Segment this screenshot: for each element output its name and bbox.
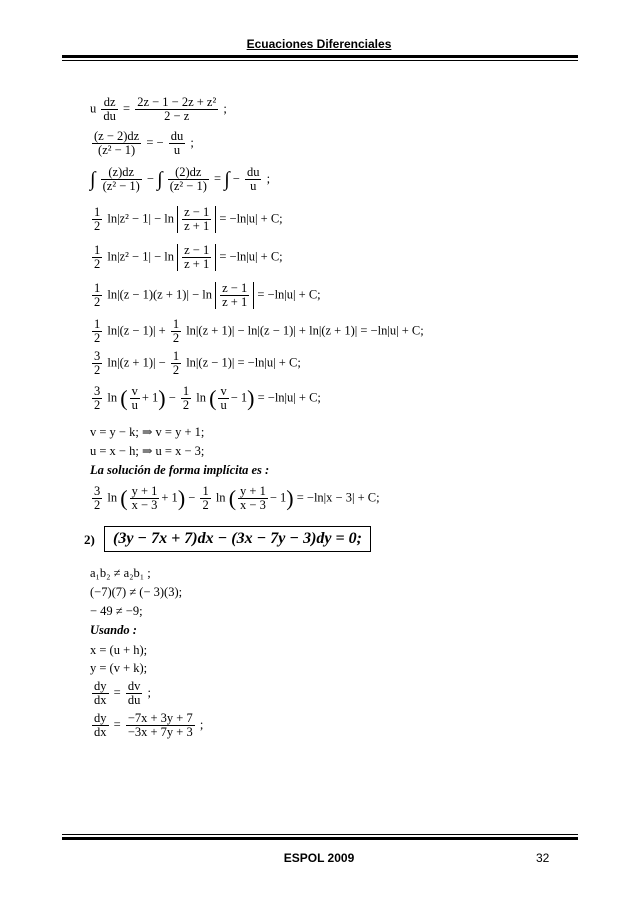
fraction — [126, 712, 195, 739]
eq-line-7 — [90, 318, 424, 345]
fraction — [130, 385, 140, 412]
eq-text: ln — [215, 490, 226, 505]
eq-text: ; — [266, 171, 271, 186]
eq-text: = −ln|x − 3| + C; — [296, 490, 380, 505]
section-label-usando: Usando : — [90, 623, 137, 637]
eq-text: ln — [196, 390, 206, 405]
eq-text: + 1 — [161, 490, 178, 505]
eq-line-6 — [90, 282, 321, 309]
denominator: z + 1 — [184, 219, 210, 233]
fraction — [92, 712, 109, 739]
eq-text: + 1 — [141, 390, 159, 405]
numerator: 3 — [94, 384, 101, 398]
header-rule — [62, 55, 578, 58]
denominator: −3x + 7y + 3 — [127, 725, 193, 739]
header-title: Ecuaciones Diferenciales — [246, 37, 392, 51]
eq-text: ln|(z − 1)(z + 1)| − ln — [107, 287, 212, 302]
numerator: y + 1 — [131, 484, 158, 498]
eq-line-15: (−7)(7) ≠ (− 3)(3); — [90, 585, 183, 599]
fraction — [92, 130, 141, 157]
fraction — [126, 680, 143, 707]
denominator: 2 — [94, 257, 101, 271]
integral-sign: ∫ — [224, 168, 230, 191]
denominator: 2 — [182, 398, 190, 412]
numerator: du — [246, 165, 260, 179]
numerator: (2)dz — [168, 166, 209, 180]
denominator: u — [131, 398, 138, 412]
eq-text: = − — [146, 135, 164, 150]
eq-text: ln|z² − 1| − ln — [107, 249, 174, 264]
denominator: x − 3 — [240, 498, 266, 512]
eq-line-18: x = (u + h); — [90, 643, 148, 657]
fraction — [245, 166, 262, 193]
fraction-half — [171, 350, 181, 377]
denominator: 2 — [172, 331, 180, 345]
eq-line-3 — [90, 166, 270, 193]
eq-sign: = — [113, 685, 121, 700]
denominator: z + 1 — [184, 257, 210, 271]
numerator: 3 — [94, 349, 101, 363]
denominator: z + 1 — [222, 295, 248, 309]
denominator: (z² − 1) — [169, 179, 207, 193]
denominator: dx — [94, 725, 107, 739]
denominator: (z² − 1) — [98, 143, 136, 157]
numerator: 1 — [182, 384, 190, 398]
denominator: du — [103, 109, 116, 123]
eq-text: ln|(z − 1)| + — [107, 323, 166, 338]
fraction-three-halves — [92, 485, 102, 512]
fraction-half — [92, 282, 102, 309]
eq-text: ln — [107, 390, 118, 405]
eq-text: ln|(z + 1)| − ln|(z − 1)| + ln|(z + 1)| = −ln|u| + C; — [186, 323, 424, 338]
denominator: du — [127, 693, 141, 707]
eq-text: ln|(z + 1)| − — [107, 355, 166, 370]
integral-sign: ∫ — [157, 168, 163, 191]
numerator: v — [131, 384, 138, 398]
numerator: 1 — [172, 349, 180, 363]
footer-rule-thin — [62, 834, 578, 835]
denominator: u — [220, 398, 227, 412]
fraction-three-halves — [92, 350, 102, 377]
fraction-half — [171, 318, 181, 345]
numerator: du — [170, 129, 184, 143]
denominator: 2 — [172, 363, 180, 377]
numerator: y + 1 — [240, 484, 266, 498]
denominator: (z² − 1) — [102, 179, 140, 193]
eq-sign: = — [113, 717, 121, 732]
numerator: dy — [94, 711, 107, 725]
denominator: 2 — [94, 331, 101, 345]
fraction — [130, 485, 160, 512]
fraction-half — [92, 244, 102, 271]
numerator: dv — [127, 679, 141, 693]
eq-line-8 — [90, 350, 301, 377]
fraction — [169, 130, 186, 157]
numerator: 3 — [94, 484, 101, 498]
numerator: 1 — [94, 243, 101, 257]
eq-text: − — [146, 171, 154, 186]
eq-text: ln|(z − 1)| = −ln|u| + C; — [186, 355, 301, 370]
denominator: u — [250, 179, 257, 193]
eq-line-4 — [90, 206, 283, 233]
numerator: 1 — [94, 281, 101, 295]
fraction — [101, 96, 118, 123]
numerator: z − 1 — [184, 205, 210, 219]
fraction — [168, 166, 209, 193]
fraction-half — [92, 318, 102, 345]
eq-text: − 1 — [269, 490, 287, 505]
fraction — [218, 385, 228, 412]
numerator: z − 1 — [184, 243, 210, 257]
page-number: 32 — [536, 851, 550, 865]
denominator: dx — [94, 693, 107, 707]
problem-number: 2) — [84, 532, 95, 547]
numerator: dy — [94, 679, 107, 693]
footer-label: ESPOL 2009 — [283, 851, 355, 865]
eq-line-2 — [90, 130, 194, 157]
fraction-half — [92, 206, 102, 233]
fraction — [135, 96, 218, 123]
eq-text: = −ln|u| + C; — [257, 390, 321, 405]
numerator: v — [220, 384, 227, 398]
eq-text: ; — [223, 101, 227, 116]
fraction-half — [200, 485, 210, 512]
eq-line-1 — [90, 96, 227, 123]
numerator: (z − 2)dz — [94, 129, 140, 143]
numerator: 1 — [94, 317, 101, 331]
eq-line-19: y = (v + k); — [90, 661, 148, 675]
numerator: z − 1 — [222, 281, 248, 295]
numerator: (z)dz — [101, 166, 142, 180]
denominator: 2 — [94, 363, 101, 377]
denominator: 2 — [202, 498, 209, 512]
eq-line-9: $\frac{3}{2}$ ln ( $\frac{v}{u}$ + 1) − $\frac{1}{2}$ ln ( $\frac{v}{u}$ − 1) = −ln|u| + C; — [94, 384, 321, 412]
eq-text: − — [168, 390, 176, 405]
eq-text: ; — [199, 717, 204, 732]
eq-text: − — [188, 490, 196, 505]
numerator: 2z − 1 − 2z + z² — [137, 95, 217, 109]
numerator: −7x + 3y + 7 — [127, 711, 193, 725]
section-label-solution: La solución de forma implícita es : — [90, 463, 270, 477]
eq-line-21 — [90, 712, 203, 739]
problem-equation-box: (3y − 7x + 7)dx − (3x − 7y − 3)dy = 0; — [104, 526, 371, 552]
eq-text: ln — [107, 490, 118, 505]
eq-text: = −ln|u| + C; — [219, 249, 283, 264]
eq-sign: = — [123, 101, 131, 116]
eq-text: = −ln|u| + C; — [219, 211, 283, 226]
fraction-three-halves — [92, 385, 102, 412]
eq-line-5 — [90, 244, 283, 271]
numerator: 1 — [202, 484, 209, 498]
fraction — [220, 282, 249, 309]
eq-text: ln|z² − 1| − ln — [107, 211, 174, 226]
fraction — [182, 206, 211, 233]
numerator: dz — [101, 96, 118, 110]
eq-text: u — [90, 101, 97, 116]
eq-sign: = — [214, 171, 222, 186]
denominator: 2 — [94, 295, 101, 309]
eq-line-20 — [90, 680, 151, 707]
header-rule-thin — [62, 60, 578, 61]
eq-line-14: a₁b₂ ≠ a₂b₁ ; — [90, 566, 151, 580]
fraction — [238, 485, 268, 512]
denominator: 2 — [94, 219, 101, 233]
denominator: 2 — [94, 398, 101, 412]
fraction — [101, 166, 142, 193]
eq-text: = −ln|u| + C; — [257, 287, 321, 302]
eq-line-13: $\frac{3}{2}$ ln ( $\frac{y + 1}{x - 3}$ + 1) − $\frac{1}{2}$ ln ( $\frac{y + 1}{x - 3}$ − 1) = −ln|x − 3| + C; — [94, 484, 380, 512]
eq-text: − 1 — [230, 390, 248, 405]
fraction-half — [181, 385, 191, 412]
eq-text: ; — [147, 685, 151, 700]
fraction — [182, 244, 211, 271]
eq-line-16: − 49 ≠ −9; — [90, 604, 143, 618]
eq-text: − — [232, 171, 240, 186]
eq-line-10: v = y − k; ⇒ v = y + 1; — [90, 425, 205, 439]
denominator: x − 3 — [131, 498, 158, 512]
integral-sign: ∫ — [90, 168, 96, 191]
fraction — [92, 680, 109, 707]
eq-text: ; — [190, 135, 194, 150]
numerator: 1 — [94, 205, 101, 219]
numerator: 1 — [172, 317, 180, 331]
denominator: 2 − z — [164, 109, 190, 123]
denominator: 2 — [94, 498, 101, 512]
denominator: u — [173, 143, 181, 157]
eq-line-11: u = x − h; ⇒ u = x − 3; — [90, 444, 205, 458]
footer-rule — [62, 837, 578, 840]
